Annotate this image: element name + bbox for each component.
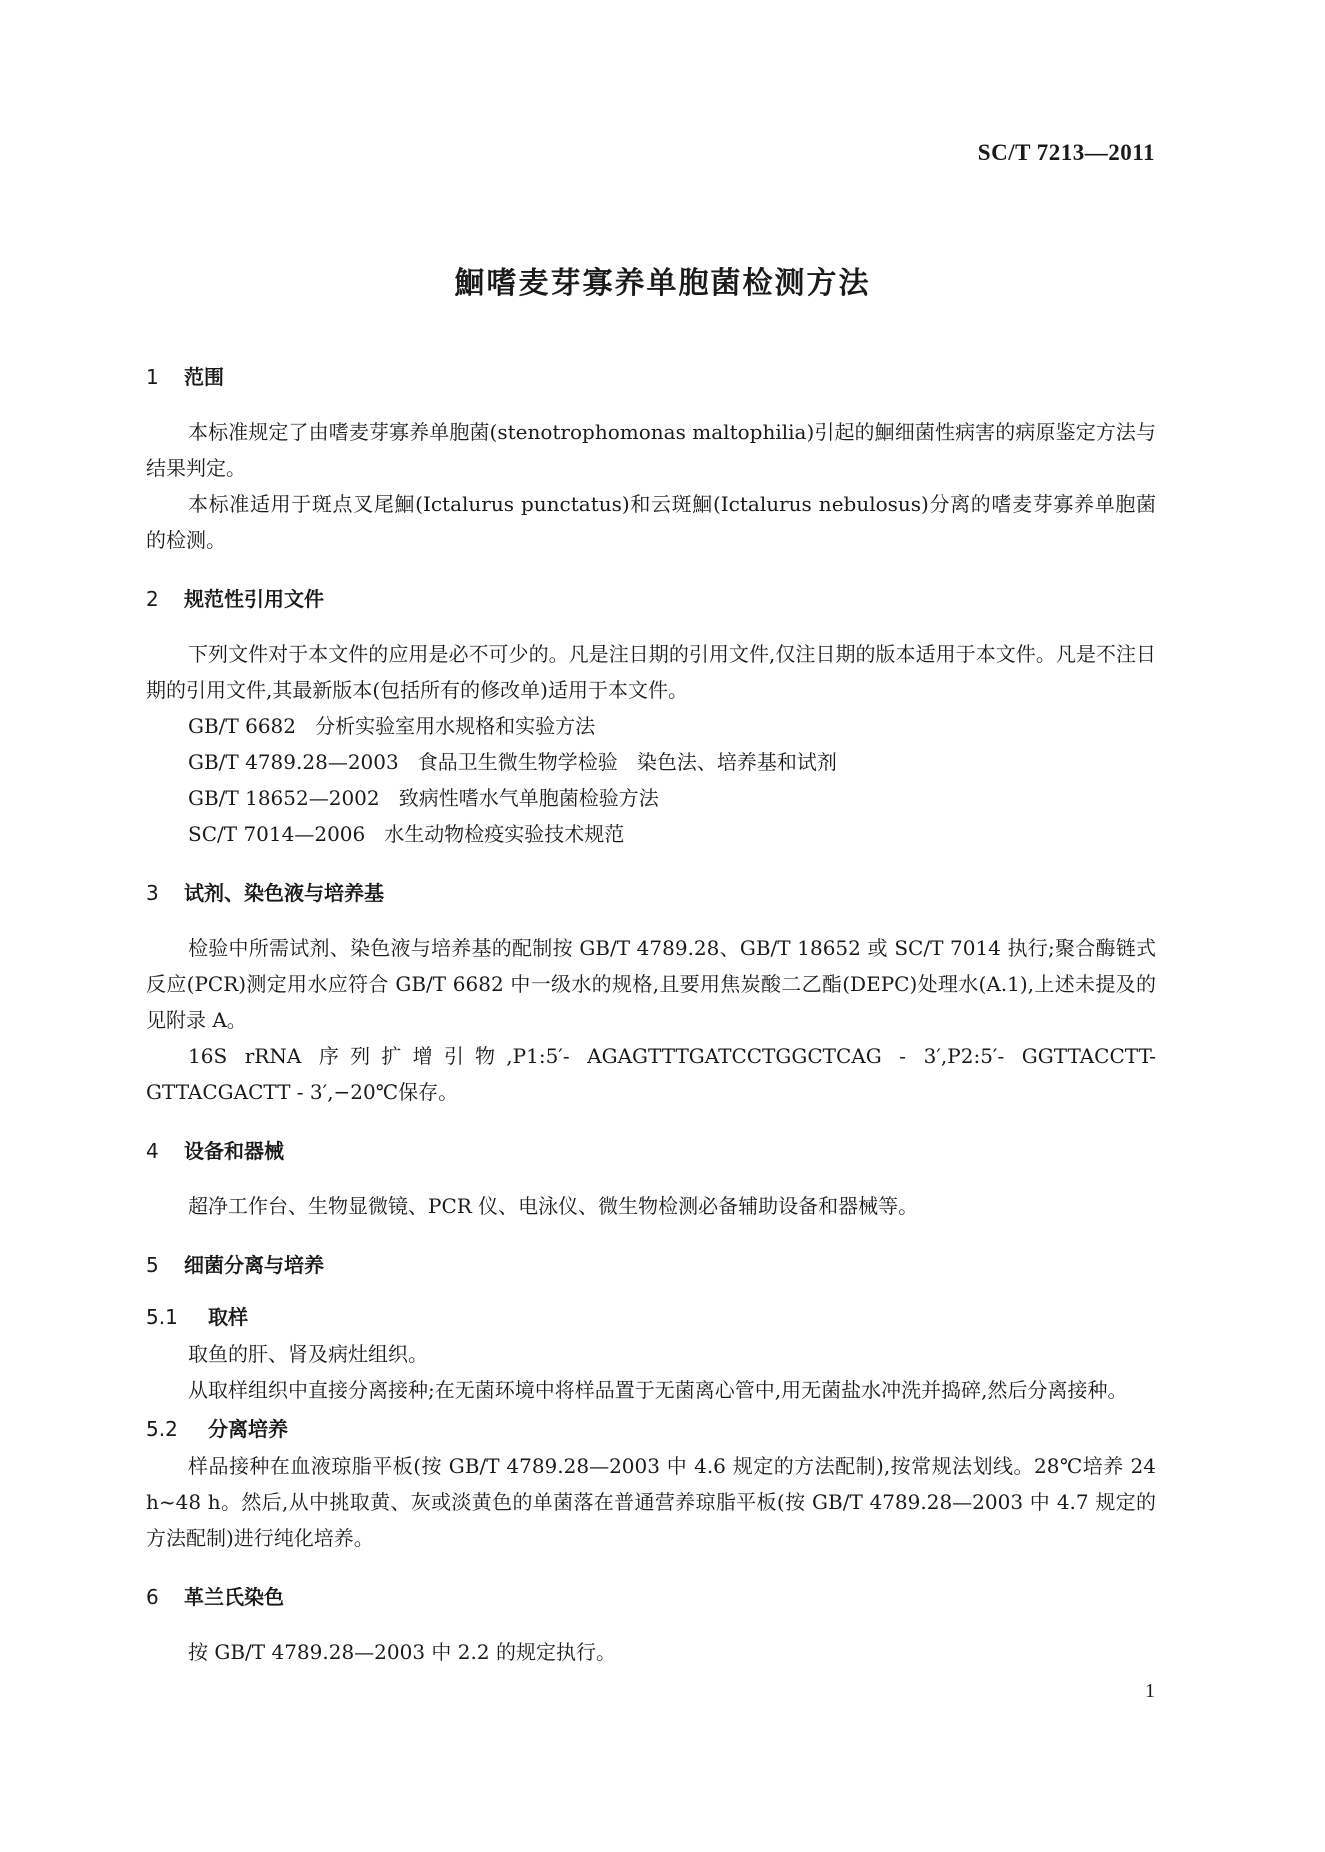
reference-item: SC/T 7014—2006 水生动物检疫实验技术规范 (188, 822, 625, 846)
section-heading: 2 规范性引用文件 (146, 587, 324, 611)
section-6 (146, 1582, 1156, 1670)
page-title: 鮰嗜麦芽寡养单胞菌检测方法 (454, 266, 871, 301)
section-2 (146, 584, 1156, 852)
paragraph: 取鱼的肝、肾及病灶组织。 (188, 1342, 428, 1366)
paragraph: 本标准适用于斑点叉尾鮰(Ictalurus punctatus)和云斑鮰(Ictalurus nebulosus)分离的嗜麦芽寡养单胞菌的检测。 (146, 492, 1156, 552)
page-number: 1 (1145, 1680, 1155, 1702)
document-body (146, 362, 1156, 1696)
subsection-heading: 5.2 分离培养 (146, 1417, 288, 1441)
section-4 (146, 1136, 1156, 1224)
section-heading: 5 细菌分离与培养 (146, 1253, 324, 1277)
section-heading: 6 革兰氏染色 (146, 1585, 284, 1609)
standard-code: SC/T 7213—2011 (977, 140, 1155, 165)
paragraph: 本标准规定了由嗜麦芽寡养单胞菌(stenotrophomonas maltophilia)引起的鮰细菌性病害的病原鉴定方法与结果判定。 (146, 420, 1156, 480)
paragraph: 样品接种在血液琼脂平板(按 GB/T 4789.28—2003 中 4.6 规定的方法配制),按常规法划线。28℃培养 24 h~48 h。然后,从中挑取黄、灰或淡黄色的单菌落在普通营养琼脂平板(按 GB/T 4789.28—2003 中 4.7 规定的方法配制)进行纯化培养。 (146, 1454, 1156, 1550)
paragraph: 超净工作台、生物显微镜、PCR 仪、电泳仪、微生物检测必备辅助设备和器械等。 (188, 1194, 919, 1218)
paragraph: 下列文件对于本文件的应用是必不可少的。凡是注日期的引用文件,仅注日期的版本适用于本文件。凡是不注日期的引用文件,其最新版本(包括所有的修改单)适用于本文件。 (146, 642, 1156, 702)
reference-item: GB/T 4789.28—2003 食品卫生微生物学检验 染色法、培养基和试剂 (188, 750, 837, 774)
reference-item: GB/T 6682 分析实验室用水规格和实验方法 (188, 714, 596, 738)
paragraph: 按 GB/T 4789.28—2003 中 2.2 的规定执行。 (188, 1640, 616, 1664)
section-5 (146, 1250, 1156, 1556)
paragraph: 检验中所需试剂、染色液与培养基的配制按 GB/T 4789.28、GB/T 18652 或 SC/T 7014 执行;聚合酶链式反应(PCR)测定用水应符合 GB/T 6682 中一级水的规格,且要用焦炭酸二乙酯(DEPC)处理水(A.1),上述未提及的见附录 A。 (146, 936, 1156, 1032)
paragraph: 16S rRNA 序列扩增引物,P1:5′- AGAGTTTGATCCTGGCTCAG - 3′,P2:5′- GGTTACCTT-GTTACGACTT - 3′,−20℃保存。 (146, 1044, 1156, 1104)
paragraph: 从取样组织中直接分离接种;在无菌环境中将样品置于无菌离心管中,用无菌盐水冲洗并捣碎,然后分离接种。 (188, 1378, 1128, 1402)
section-heading: 3 试剂、染色液与培养基 (146, 881, 384, 905)
section-3 (146, 878, 1156, 1110)
section-heading: 4 设备和器械 (146, 1139, 284, 1163)
section-heading: 1 范围 (146, 365, 224, 389)
subsection-heading: 5.1 取样 (146, 1305, 248, 1329)
section-1 (146, 362, 1156, 558)
reference-item: GB/T 18652—2002 致病性嗜水气单胞菌检验方法 (188, 786, 659, 810)
